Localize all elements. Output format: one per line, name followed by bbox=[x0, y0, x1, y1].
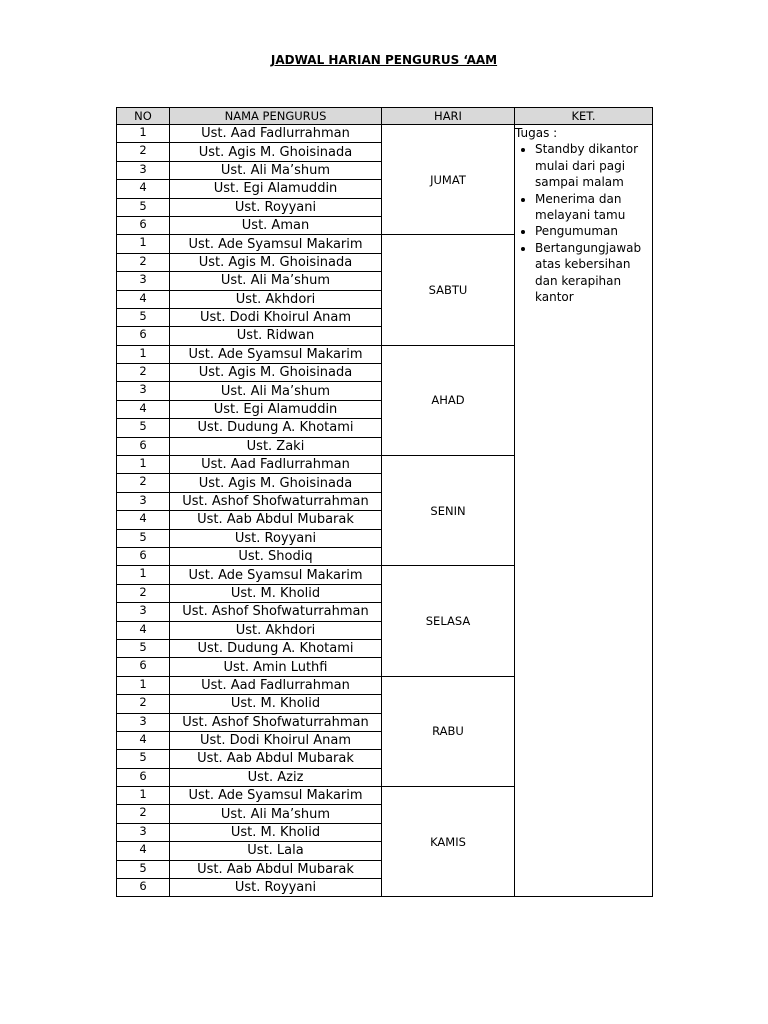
row-number: 5 bbox=[117, 419, 170, 437]
pengurus-name: Ust. Aad Fadlurrahman bbox=[170, 125, 382, 143]
pengurus-name: Ust. M. Kholid bbox=[170, 695, 382, 713]
pengurus-name: Ust. Aab Abdul Mubarak bbox=[170, 750, 382, 768]
row-number: 3 bbox=[117, 603, 170, 621]
header-no: NO bbox=[117, 108, 170, 125]
row-number: 2 bbox=[117, 143, 170, 161]
pengurus-name: Ust. Dudung A. Khotami bbox=[170, 419, 382, 437]
pengurus-name: Ust. Lala bbox=[170, 842, 382, 860]
row-number: 5 bbox=[117, 639, 170, 657]
ket-heading: Tugas : bbox=[515, 126, 558, 140]
table-header-row bbox=[117, 108, 653, 125]
row-number: 5 bbox=[117, 198, 170, 216]
row-number: 3 bbox=[117, 382, 170, 400]
row-number: 4 bbox=[117, 180, 170, 198]
row-number: 4 bbox=[117, 731, 170, 749]
table-row bbox=[117, 125, 653, 143]
pengurus-name: Ust. Aziz bbox=[170, 768, 382, 786]
day-cell: SABTU bbox=[382, 235, 515, 345]
pengurus-name: Ust. Ridwan bbox=[170, 327, 382, 345]
pengurus-name: Ust. Royyani bbox=[170, 198, 382, 216]
row-number: 1 bbox=[117, 676, 170, 694]
row-number: 3 bbox=[117, 823, 170, 841]
row-number: 1 bbox=[117, 235, 170, 253]
pengurus-name: Ust. Ashof Shofwaturrahman bbox=[170, 713, 382, 731]
pengurus-name: Ust. Shodiq bbox=[170, 547, 382, 565]
pengurus-name: Ust. Dudung A. Khotami bbox=[170, 639, 382, 657]
row-number: 6 bbox=[117, 216, 170, 234]
ket-task-item: • Standby dikantor mulai dari pagi sampai malam bbox=[535, 141, 652, 190]
row-number: 6 bbox=[117, 768, 170, 786]
row-number: 6 bbox=[117, 658, 170, 676]
day-cell: KAMIS bbox=[382, 787, 515, 897]
day-cell: SELASA bbox=[382, 566, 515, 676]
row-number: 2 bbox=[117, 364, 170, 382]
schedule-body bbox=[117, 125, 653, 897]
day-cell: AHAD bbox=[382, 345, 515, 455]
row-number: 3 bbox=[117, 272, 170, 290]
row-number: 6 bbox=[117, 547, 170, 565]
pengurus-name: Ust. Ashof Shofwaturrahman bbox=[170, 603, 382, 621]
pengurus-name: Ust. Aman bbox=[170, 216, 382, 234]
ket-task-item: • Pengumuman bbox=[535, 223, 652, 239]
row-number: 5 bbox=[117, 529, 170, 547]
row-number: 4 bbox=[117, 621, 170, 639]
row-number: 4 bbox=[117, 400, 170, 418]
row-number: 4 bbox=[117, 511, 170, 529]
pengurus-name: Ust. Aab Abdul Mubarak bbox=[170, 860, 382, 878]
row-number: 5 bbox=[117, 750, 170, 768]
schedule-table bbox=[116, 107, 653, 897]
row-number: 1 bbox=[117, 787, 170, 805]
pengurus-name: Ust. Aad Fadlurrahman bbox=[170, 456, 382, 474]
header-nama: NAMA PENGURUS bbox=[170, 108, 382, 125]
row-number: 1 bbox=[117, 125, 170, 143]
row-number: 4 bbox=[117, 290, 170, 308]
day-cell: RABU bbox=[382, 676, 515, 786]
row-number: 2 bbox=[117, 253, 170, 271]
pengurus-name: Ust. Agis M. Ghoisinada bbox=[170, 253, 382, 271]
pengurus-name: Ust. Agis M. Ghoisinada bbox=[170, 143, 382, 161]
row-number: 2 bbox=[117, 695, 170, 713]
row-number: 1 bbox=[117, 456, 170, 474]
pengurus-name: Ust. Royyani bbox=[170, 529, 382, 547]
row-number: 3 bbox=[117, 161, 170, 179]
pengurus-name: Ust. Ade Syamsul Makarim bbox=[170, 235, 382, 253]
pengurus-name: Ust. Ade Syamsul Makarim bbox=[170, 566, 382, 584]
ket-task-list bbox=[515, 141, 652, 305]
row-number: 4 bbox=[117, 842, 170, 860]
pengurus-name: Ust. Egi Alamuddin bbox=[170, 180, 382, 198]
row-number: 3 bbox=[117, 713, 170, 731]
pengurus-name: Ust. Dodi Khoirul Anam bbox=[170, 731, 382, 749]
ket-task-item: • Menerima dan melayani tamu bbox=[535, 191, 652, 224]
pengurus-name: Ust. Egi Alamuddin bbox=[170, 400, 382, 418]
pengurus-name: Ust. Ade Syamsul Makarim bbox=[170, 345, 382, 363]
row-number: 6 bbox=[117, 437, 170, 455]
pengurus-name: Ust. M. Kholid bbox=[170, 823, 382, 841]
row-number: 1 bbox=[117, 566, 170, 584]
pengurus-name: Ust. Ali Ma’shum bbox=[170, 382, 382, 400]
document-title: JADWAL HARIAN PENGURUS ‘AAM bbox=[270, 53, 498, 67]
row-number: 3 bbox=[117, 492, 170, 510]
day-cell: JUMAT bbox=[382, 125, 515, 235]
pengurus-name: Ust. Agis M. Ghoisinada bbox=[170, 364, 382, 382]
ket-task-item: • Bertangungjawab atas kebersihan dan kerapihan kantor bbox=[535, 240, 652, 306]
row-number: 5 bbox=[117, 308, 170, 326]
row-number: 2 bbox=[117, 805, 170, 823]
row-number: 6 bbox=[117, 879, 170, 897]
header-ket: KET. bbox=[515, 108, 653, 125]
row-number: 1 bbox=[117, 345, 170, 363]
pengurus-name: Ust. Zaki bbox=[170, 437, 382, 455]
pengurus-name: Ust. Akhdori bbox=[170, 621, 382, 639]
pengurus-name: Ust. Agis M. Ghoisinada bbox=[170, 474, 382, 492]
row-number: 6 bbox=[117, 327, 170, 345]
pengurus-name: Ust. Ade Syamsul Makarim bbox=[170, 787, 382, 805]
pengurus-name: Ust. Ali Ma’shum bbox=[170, 161, 382, 179]
pengurus-name: Ust. Royyani bbox=[170, 879, 382, 897]
ket-cell bbox=[515, 125, 653, 897]
row-number: 2 bbox=[117, 474, 170, 492]
day-cell: SENIN bbox=[382, 456, 515, 566]
pengurus-name: Ust. Akhdori bbox=[170, 290, 382, 308]
pengurus-name: Ust. Aad Fadlurrahman bbox=[170, 676, 382, 694]
row-number: 5 bbox=[117, 860, 170, 878]
pengurus-name: Ust. M. Kholid bbox=[170, 584, 382, 602]
pengurus-name: Ust. Ali Ma’shum bbox=[170, 805, 382, 823]
pengurus-name: Ust. Amin Luthfi bbox=[170, 658, 382, 676]
pengurus-name: Ust. Ali Ma’shum bbox=[170, 272, 382, 290]
pengurus-name: Ust. Ashof Shofwaturrahman bbox=[170, 492, 382, 510]
header-hari: HARI bbox=[382, 108, 515, 125]
pengurus-name: Ust. Aab Abdul Mubarak bbox=[170, 511, 382, 529]
pengurus-name: Ust. Dodi Khoirul Anam bbox=[170, 308, 382, 326]
row-number: 2 bbox=[117, 584, 170, 602]
